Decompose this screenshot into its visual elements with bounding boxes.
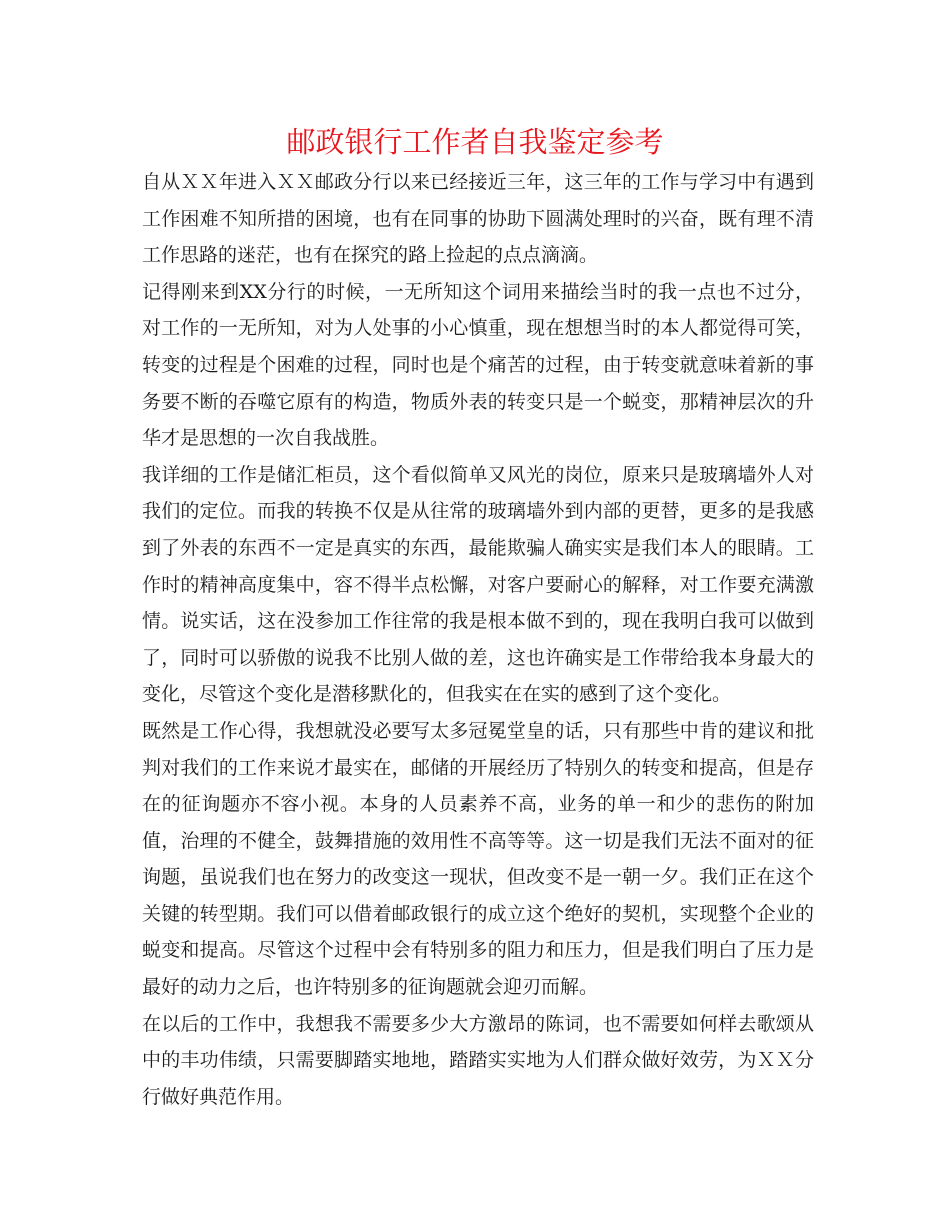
paragraph-first-days: 记得刚来到XX分行的时候，一无所知这个词用来描绘当时的我一点也不过分，对工作的一无所知，对为人处事的小心慎重，现在想想当时的本人都觉得可笑，转变的过程是个困难的过程，同时也是个痛苦的过程，由于转变就意味着新的事务要不断的吞噬它原有的构造，物质外表的转变只是一个蜕变，那精神层次的升华才是思想的一次自我战胜。 — [142, 280, 814, 450]
paragraph-reflection: 既然是工作心得，我想就没必要写太多冠冕堂皇的话，只有那些中肯的建议和批判对我们的工作来说才最实在，邮储的开展经历了特别久的转变和提高，但是存在的征询题亦不容小视。本身的人员素养不高，业务的单一和少的悲伤的附加值，治理的不健全，鼓舞措施的效用性不高等等。这一切是我们无法不面对的征询题，虽说我们也在努力的改变这一现状，但改变不是一朝一夕。我们正在这个关键的转型期。我们可以借着邮政银行的成立这个绝好的契机，实现整个企业的蜕变和提高。尽管这个过程中会有特别多的阻力和压力，但是我们明白了压力是最好的动力之后，也许特别多的征询题就会迎刃而解。 — [142, 719, 814, 999]
paragraph-teller-role: 我详细的工作是储汇柜员，这个看似简单又风光的岗位，原来只是玻璃墙外人对我们的定位。而我的转换不仅是从往常的玻璃墙外到内部的更替，更多的是我感到了外表的东西不一定是真实的东西，最能欺骗人确实实是我们本人的眼睛。工作时的精神高度集中，容不得半点松懈，对客户要耐心的解释，对工作要充满激情。说实话，这在没参加工作往常的我是根本做不到的，现在我明白我可以做到了，同时可以骄傲的说我不比别人做的差，这也许确实是工作带给我本身最大的变化，尽管这个变化是潜移默化的，但我实在在实的感到了这个变化。 — [142, 463, 814, 706]
paragraph-conclusion: 在以后的工作中，我想我不需要多少大方激昂的陈词，也不需要如何样去歌颂从中的丰功伟绩，只需要脚踏实地地，踏踏实实地为人们群众做好效劳，为ＸＸ分行做好典范作用。 — [142, 1012, 814, 1108]
document-body — [142, 164, 814, 1115]
document-title: 邮政银行工作者自我鉴定参考 — [286, 125, 664, 159]
paragraph-intro: 自从ＸＸ年进入ＸＸ邮政分行以来已经接近三年，这三年的工作与学习中有遇到工作困难不知所措的困境，也有在同事的协助下圆满处理时的兴奋，既有理不清工作思路的迷茫，也有在探究的路上捡起的点点滴滴。 — [142, 171, 814, 267]
